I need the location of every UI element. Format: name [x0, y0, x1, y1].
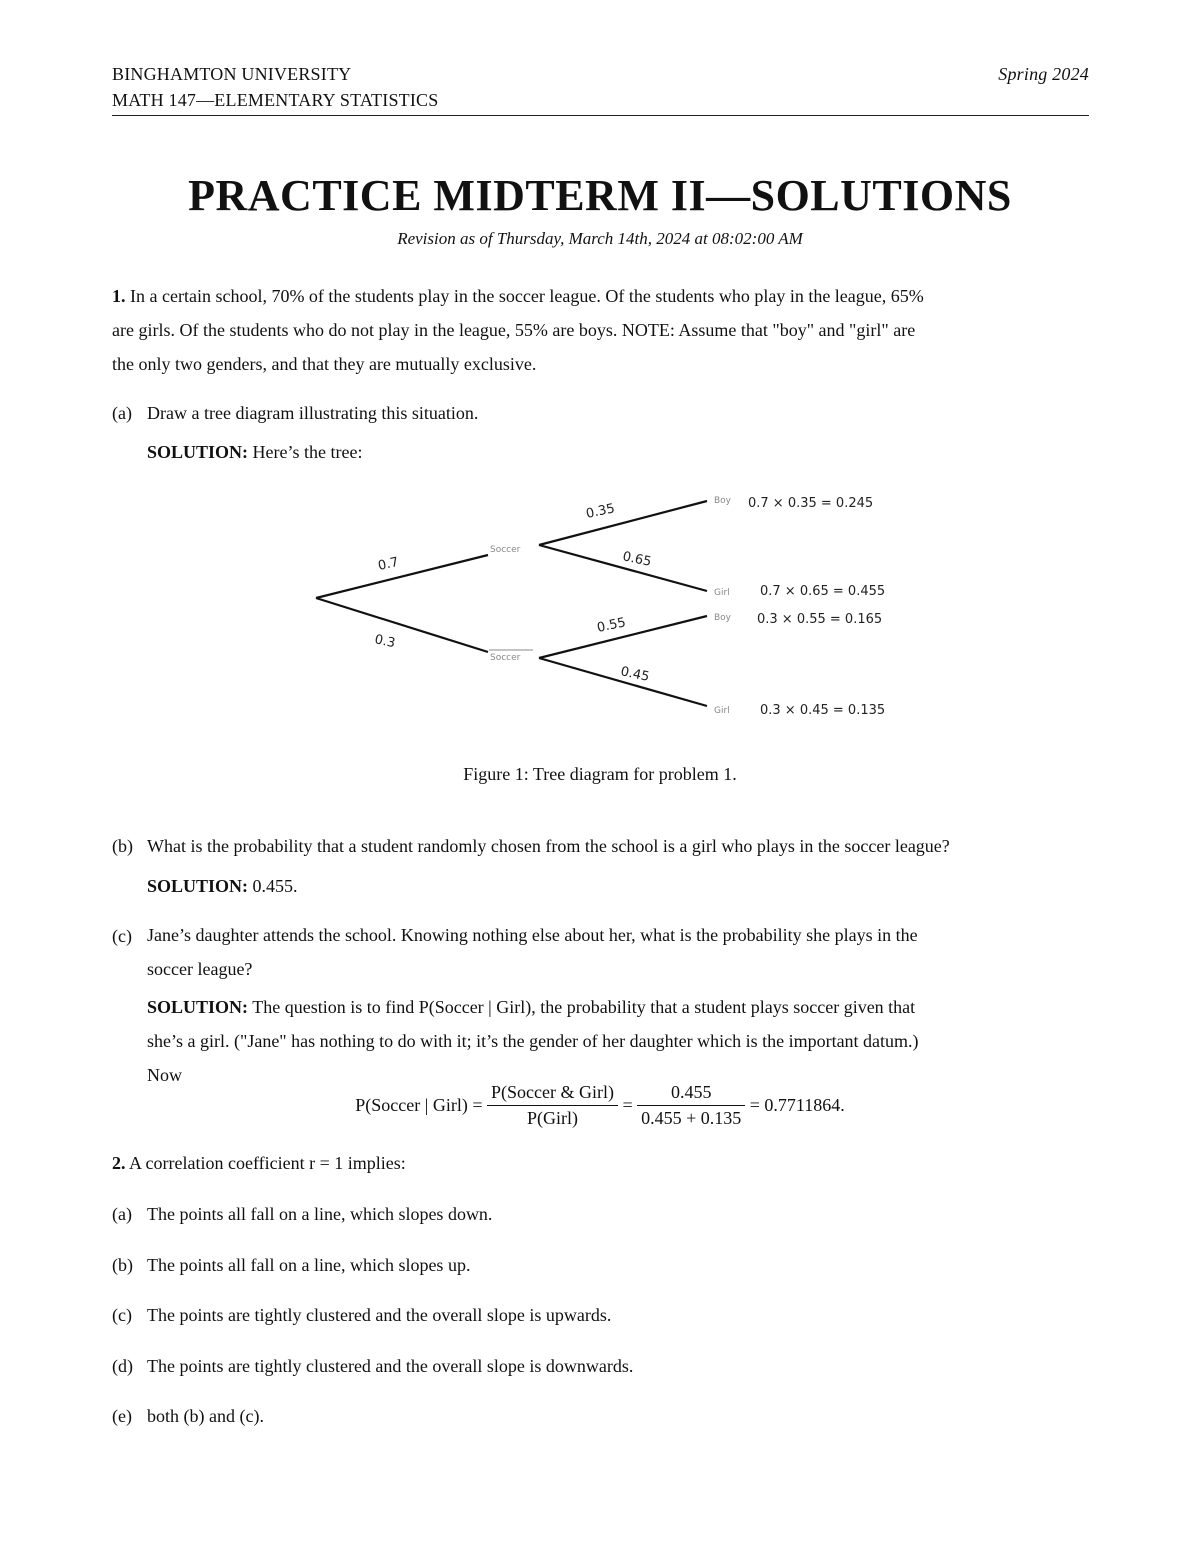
figure-caption: Figure 1: Tree diagram for problem 1.: [463, 764, 737, 784]
problem1-text-line3: the only two genders, and that they are mutually exclusive.: [112, 354, 537, 374]
part-a-solution-text: Here’s the tree:: [252, 442, 363, 462]
prob-soccer-girl: 0.65: [621, 549, 653, 570]
part-c-label: (c): [112, 926, 132, 946]
page-title: PRACTICE MIDTERM II—SOLUTIONS: [188, 171, 1012, 220]
node-soccer: Soccer: [490, 545, 521, 555]
part-c-text-line1: Jane’s daughter attends the school. Knowing nothing else about her, what is the probability she plays in the: [147, 925, 918, 945]
branch-soccer-boy: [539, 501, 707, 545]
option-a-label: (a): [112, 1204, 132, 1224]
option-a-text: The points all fall on a line, which slopes down.: [147, 1204, 493, 1224]
part-c-text: [147, 918, 1092, 986]
problem1-number: 1.: [112, 286, 126, 306]
option-e-text: both (b) and (c).: [147, 1406, 264, 1426]
revision-line: Revision as of Thursday, March 14th, 2024 at 08:02:00 AM: [397, 229, 803, 248]
option-c-label: (c): [112, 1305, 132, 1325]
prob-soccer-boy: 0.35: [584, 501, 617, 522]
prob-not-boy: 0.55: [595, 615, 628, 636]
eq-lhs: P(Soccer | Girl) =: [355, 1095, 483, 1115]
leaf-girl-2: Girl: [714, 706, 730, 716]
leaf-boy-1: Boy: [714, 496, 732, 506]
problem1-statement: [112, 279, 1092, 381]
node-not-soccer: Soccer: [490, 653, 521, 663]
problem2-text: A correlation coefficient r = 1 implies:: [129, 1153, 406, 1173]
option-e-label: (e): [112, 1406, 132, 1426]
header-rule: [112, 115, 1089, 116]
problem1-text-line2: are girls. Of the students who do not play in the league, 55% are boys. NOTE: Assume that "boy" and "girl" are: [112, 320, 916, 340]
eq-frac2-num: 0.455: [637, 1082, 745, 1106]
part-c-text-line2: soccer league?: [147, 959, 253, 979]
eq-frac1-den: P(Girl): [526, 1108, 578, 1128]
prob-root-not-soccer: 0.3: [373, 632, 397, 652]
part-c-solution-line1: The question is to find P(Soccer | Girl), the probability that a student plays soccer given that: [252, 997, 916, 1017]
header-university: BINGHAMTON UNIVERSITY: [112, 64, 352, 84]
branch-root-not-soccer: [316, 598, 488, 652]
calc-not-boy: 0.3 × 0.55 = 0.165: [757, 612, 883, 627]
solution-label-b: SOLUTION:: [147, 876, 249, 896]
prob-root-soccer: 0.7: [376, 554, 401, 574]
conditional-probability-equation: [0, 1082, 1200, 1129]
option-b-label: (b): [112, 1255, 133, 1275]
option-b-text: The points all fall on a line, which slopes up.: [147, 1255, 471, 1275]
option-c-text: The points are tightly clustered and the overall slope is upwards.: [147, 1305, 612, 1325]
part-b-text: What is the probability that a student randomly chosen from the school is a girl who plays in the soccer league?: [147, 836, 950, 856]
solution-label: SOLUTION:: [147, 442, 249, 462]
calc-soccer-boy: 0.7 × 0.35 = 0.245: [748, 496, 874, 511]
prob-not-girl: 0.45: [619, 664, 651, 685]
header-term: Spring 2024: [998, 64, 1089, 84]
part-b-solution: [147, 876, 298, 897]
part-b-label: (b): [112, 836, 133, 856]
part-a-text: Draw a tree diagram illustrating this situation.: [147, 403, 479, 423]
eq-fraction-2: [637, 1082, 745, 1129]
eq-fraction-1: [487, 1082, 618, 1129]
eq-result: = 0.7711864.: [749, 1095, 845, 1115]
calc-soccer-girl: 0.7 × 0.65 = 0.455: [760, 584, 886, 599]
part-c-solution-line2: she’s a girl. ("Jane" has nothing to do with it; it’s the gender of her daughter which is the important datum.): [147, 1031, 919, 1051]
part-a-label: (a): [112, 403, 132, 423]
solution-label-c: SOLUTION:: [147, 997, 249, 1017]
problem2-number: 2.: [112, 1153, 126, 1173]
part-c-solution: [147, 990, 1092, 1092]
eq-equals: =: [622, 1095, 633, 1115]
leaf-girl-1: Girl: [714, 588, 730, 598]
calc-not-girl: 0.3 × 0.45 = 0.135: [760, 703, 886, 718]
branch-root-soccer: [316, 555, 488, 598]
part-c-solution-line3: Now: [147, 1065, 182, 1085]
eq-frac1-num: P(Soccer & Girl): [487, 1082, 618, 1106]
option-d-text: The points are tightly clustered and the overall slope is downwards.: [147, 1356, 634, 1376]
header-course: MATH 147—ELEMENTARY STATISTICS: [112, 90, 439, 110]
problem2-statement: [112, 1153, 406, 1174]
leaf-boy-2: Boy: [714, 613, 732, 623]
part-b-solution-text: 0.455.: [252, 876, 298, 896]
eq-frac2-den: 0.455 + 0.135: [641, 1108, 742, 1128]
part-a-solution: [147, 442, 362, 463]
problem1-text-line1: In a certain school, 70% of the students play in the soccer league. Of the students who play in the league, 65%: [130, 286, 924, 306]
option-d-label: (d): [112, 1356, 133, 1376]
tree-diagram: [0, 480, 1200, 730]
